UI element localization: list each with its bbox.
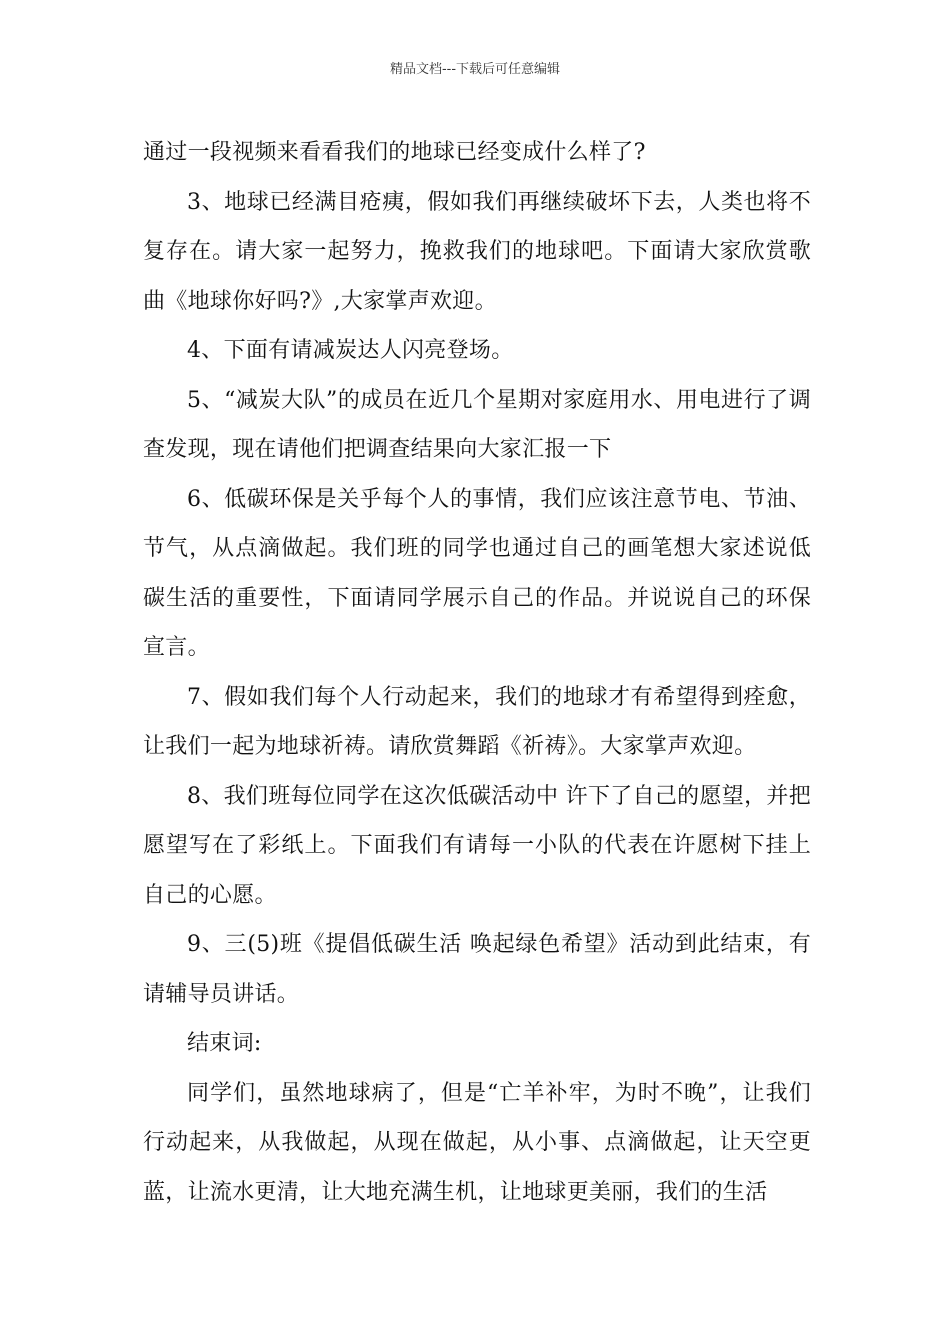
paragraph-item-4: 4、下面有请减炭达人闪亮登场。 bbox=[187, 338, 514, 363]
paragraph-item-8: 8、我们班每位同学在这次低碳活动中 许下了自己的愿望，并把愿望写在了彩纸上。下面我们有请每一小队的代表在许愿树下挂上自己的心愿。 bbox=[143, 783, 811, 908]
paragraph-item-7: 7、假如我们每个人行动起来，我们的地球才有希望得到痊愈，让我们一起为地球祈祷。请欣赏舞蹈《祈祷》。大家掌声欢迎。 bbox=[143, 684, 811, 759]
closing-paragraph: 同学们，虽然地球病了，但是“亡羊补牢，为时不晚”，让我们行动起来，从我做起，从现在做起，从小事、点滴做起，让天空更蓝，让流水更清，让大地充满生机，让地球更美丽，我们的生活 bbox=[143, 1080, 811, 1205]
page-header: 精品文档---下载后可任意编辑 bbox=[389, 62, 561, 77]
paragraph-item-6: 6、低碳环保是关乎每个人的事情，我们应该注意节电、节油、节气，从点滴做起。我们班的同学也通过自己的画笔想大家述说低碳生活的重要性，下面请同学展示自己的作品。并说说自己的环保宣言。 bbox=[143, 486, 811, 660]
paragraph-video-intro: 通过一段视频来看看我们的地球已经变成什么样了? bbox=[143, 140, 646, 165]
paragraph-item-5: 5、“减炭大队”的成员在近几个星期对家庭用水、用电进行了调查发现，现在请他们把调查结果向大家汇报一下 bbox=[143, 387, 811, 462]
closing-heading: 结束词: bbox=[187, 1031, 262, 1056]
document-body bbox=[143, 128, 811, 1217]
paragraph-item-9: 9、三(5)班《提倡低碳生活 唤起绿色希望》活动到此结束，有请辅导员讲话。 bbox=[143, 932, 811, 1007]
paragraph-item-3: 3、地球已经满目疮痍，假如我们再继续破坏下去，人类也将不复存在。请大家一起努力，挽救我们的地球吧。下面请大家欣赏歌曲《地球你好吗?》,大家掌声欢迎。 bbox=[143, 189, 811, 314]
